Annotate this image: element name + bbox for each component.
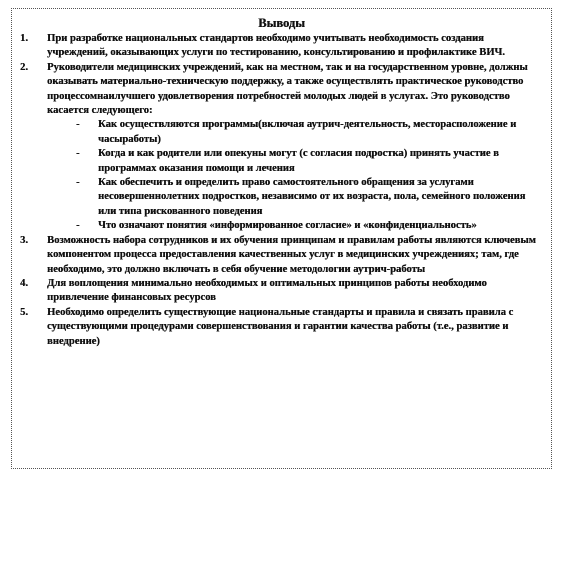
sub-list-item	[47, 118, 543, 147]
list-item	[20, 306, 543, 349]
item-number: 2.	[20, 61, 28, 73]
list-item	[20, 32, 543, 61]
sub-item-text: Как осуществляются программы(включая аутрич-деятельность, месторасположение и часыработы)	[98, 119, 517, 145]
sub-item-text: Как обеспечить и определить право самостоятельного обращения за услугами несовершеннолетних подростков, независимо от их возраста, пола, семейного положения или типа рискованного поведения	[98, 177, 526, 217]
list-item	[20, 277, 543, 306]
item-text: Руководители медицинских учреждений, как на местном, так и на государственном уровне, должны оказывать материально-техническую поддержку, а также осуществлять практическое руководство процессомнаилучшего удовлетворения потребностей молодых людей в услугах. Это руководство касается следующего:	[47, 61, 528, 117]
list-item	[20, 234, 543, 277]
item-number: 5.	[20, 306, 28, 318]
item-number: 1.	[20, 33, 28, 44]
sub-item-text: Когда и как родители или опекуны могут (с согласия подростка) принять участие в программах оказания помощи и лечения	[98, 148, 499, 174]
item-text: Возможность набора сотрудников и их обучения принципам и правилам работы являются ключевым компонентом процесса предоставления качественных услуг в медицинских учреждениях; там, где необходимо, это должно включать в себя обучение методологии аутрич-работы	[47, 234, 536, 275]
conclusions-box	[11, 8, 552, 469]
dash-marker: -	[76, 220, 80, 232]
conclusions-list	[20, 32, 543, 349]
dash-marker: -	[76, 119, 80, 131]
item-number: 4.	[20, 277, 28, 289]
item-number: 3.	[20, 234, 28, 246]
sub-list	[47, 118, 543, 233]
item-text: При разработке национальных стандартов необходимо учитывать необходимость создания учреждений, оказывающих услуги по тестированию, консультированию и профилактике ВИЧ.	[47, 33, 505, 59]
item-text: Для воплощения минимально необходимых и оптимальных принципов работы необходимо привлечение финансовых ресурсов	[47, 277, 487, 304]
sub-item-text: Что означают понятия «информированное согласие» и «конфиденциальность»	[98, 220, 477, 232]
list-item	[20, 61, 543, 234]
sub-list-item	[47, 147, 543, 176]
item-text: Необходимо определить существующие национальные стандарты и правила и связать правила с существующими процедурами совершенствования и гарантии качества работы (т.е., развитие и внедрение)	[47, 306, 514, 347]
sub-list-item	[47, 176, 543, 219]
page-title: Выводы	[258, 16, 305, 30]
dash-marker: -	[76, 148, 80, 160]
dash-marker: -	[76, 177, 80, 189]
sub-list-item	[47, 219, 543, 233]
